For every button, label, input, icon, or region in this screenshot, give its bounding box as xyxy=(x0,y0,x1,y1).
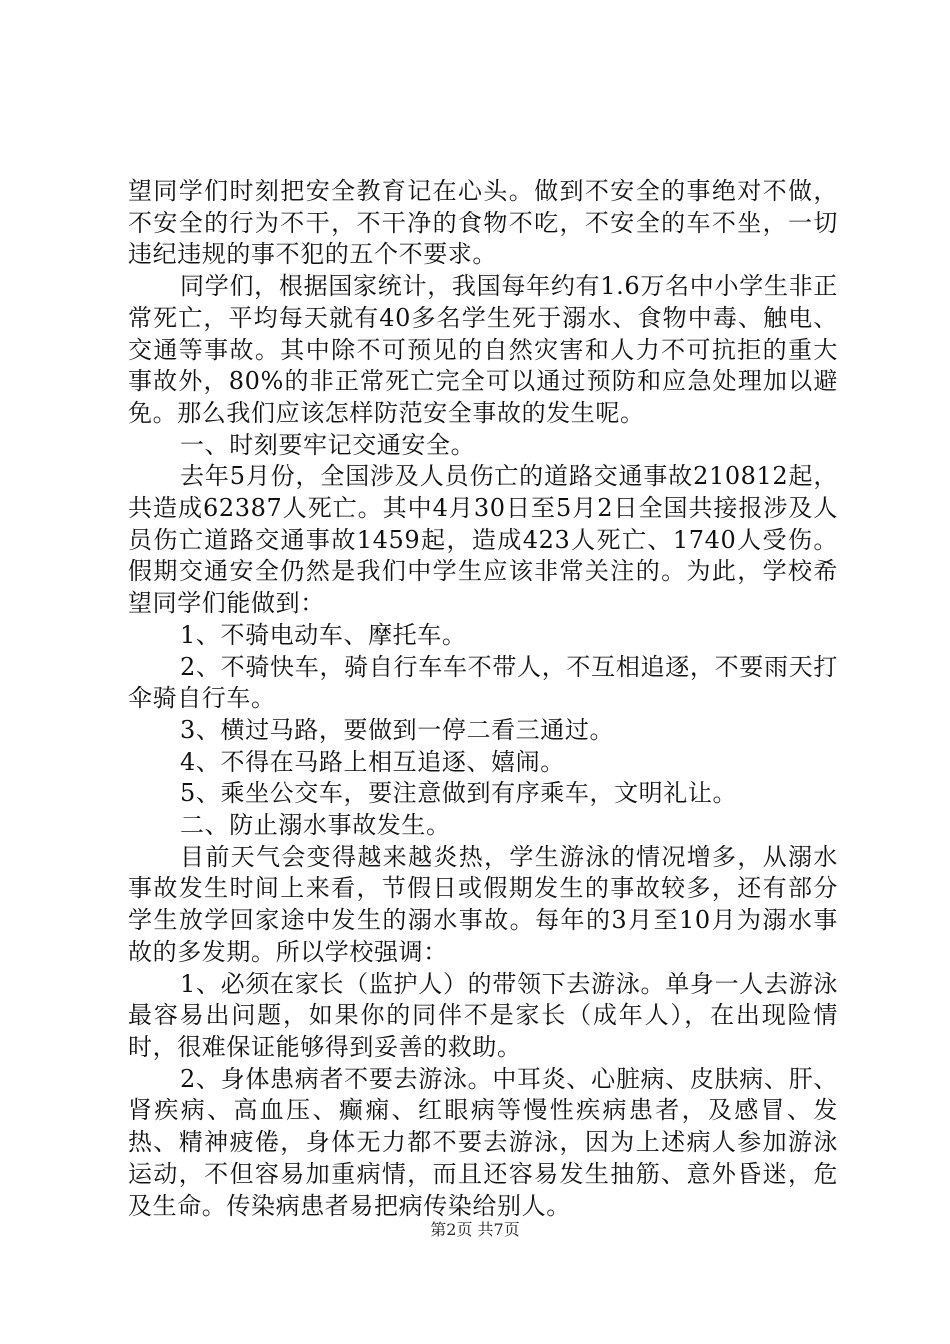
paragraph-continuation: 望同学们时刻把安全教育记在心头。做到不安全的事绝对不做，不安全的行为不干，不干净的食物不吃，不安全的车不坐，一切违纪违规的事不犯的五个不要求。 xyxy=(128,177,838,269)
page-footer: 第2页 共7页 xyxy=(430,1220,520,1239)
list-item: 2、身体患病者不要去游泳。中耳炎、心脏病、皮肤病、肝、肾疾病、高血压、癫痫、红眼病等慢性疾病患者，及感冒、发热、精神疲倦，身体无力都不要去游泳，因为上述病人参加游泳运动，不但容易加重病情，而且还容易发生抽筋、意外昏迷，危及生命。传染病患者易把病传染给别人。 xyxy=(128,1064,838,1220)
section-heading-traffic: 一、时刻要牢记交通安全。 xyxy=(180,430,476,459)
list-item: 4、不得在马路上相互追逐、嬉闹。 xyxy=(180,747,565,776)
list-item: 1、不骑电动车、摩托车。 xyxy=(180,620,467,649)
section-heading-drowning: 二、防止溺水事故发生。 xyxy=(180,811,451,840)
paragraph-statistics: 同学们，根据国家统计，我国每年约有1.6万名中小学生非正常死亡，平均每天就有40多名学生死于溺水、食物中毒、触电、交通等事故。其中除不可预见的自然灾害和人力不可抗拒的重大事故外，80%的非正常死亡完全可以通过预防和应急处理加以避免。那么我们应该怎样防范安全事故的发生呢。 xyxy=(128,272,838,427)
list-item: 1、必须在家长（监护人）的带领下去游泳。单身一人去游泳最容易出问题，如果你的同伴不是家长（成年人），在出现险情时，很难保证能够得到妥善的救助。 xyxy=(128,969,838,1061)
paragraph-drowning-intro: 目前天气会变得越来越炎热，学生游泳的情况增多，从溺水事故发生时间上来看，节假日或假期发生的事故较多，还有部分学生放学回家途中发生的溺水事故。每年的3月至10月为溺水事故的多发期。所以学校强调： xyxy=(128,842,838,966)
list-item: 2、不骑快车，骑自行车车不带人，不互相追逐，不要雨天打伞骑自行车。 xyxy=(128,652,838,713)
paragraph-traffic-data: 去年5月份，全国涉及人员伤亡的道路交通事故210812起，共造成62387人死亡。其中4月30日至5月2日全国共接报涉及人员伤亡道路交通事故1459起，造成423人死亡、1740人受伤。假期交通安全仍然是我们中学生应该非常关注的。为此，学校希望同学们能做到： xyxy=(128,462,838,618)
document-body xyxy=(128,176,838,1222)
list-item: 5、乘坐公交车，要注意做到有序乘车，文明礼让。 xyxy=(180,779,738,808)
list-item: 3、横过马路，要做到一停二看三通过。 xyxy=(180,715,615,744)
